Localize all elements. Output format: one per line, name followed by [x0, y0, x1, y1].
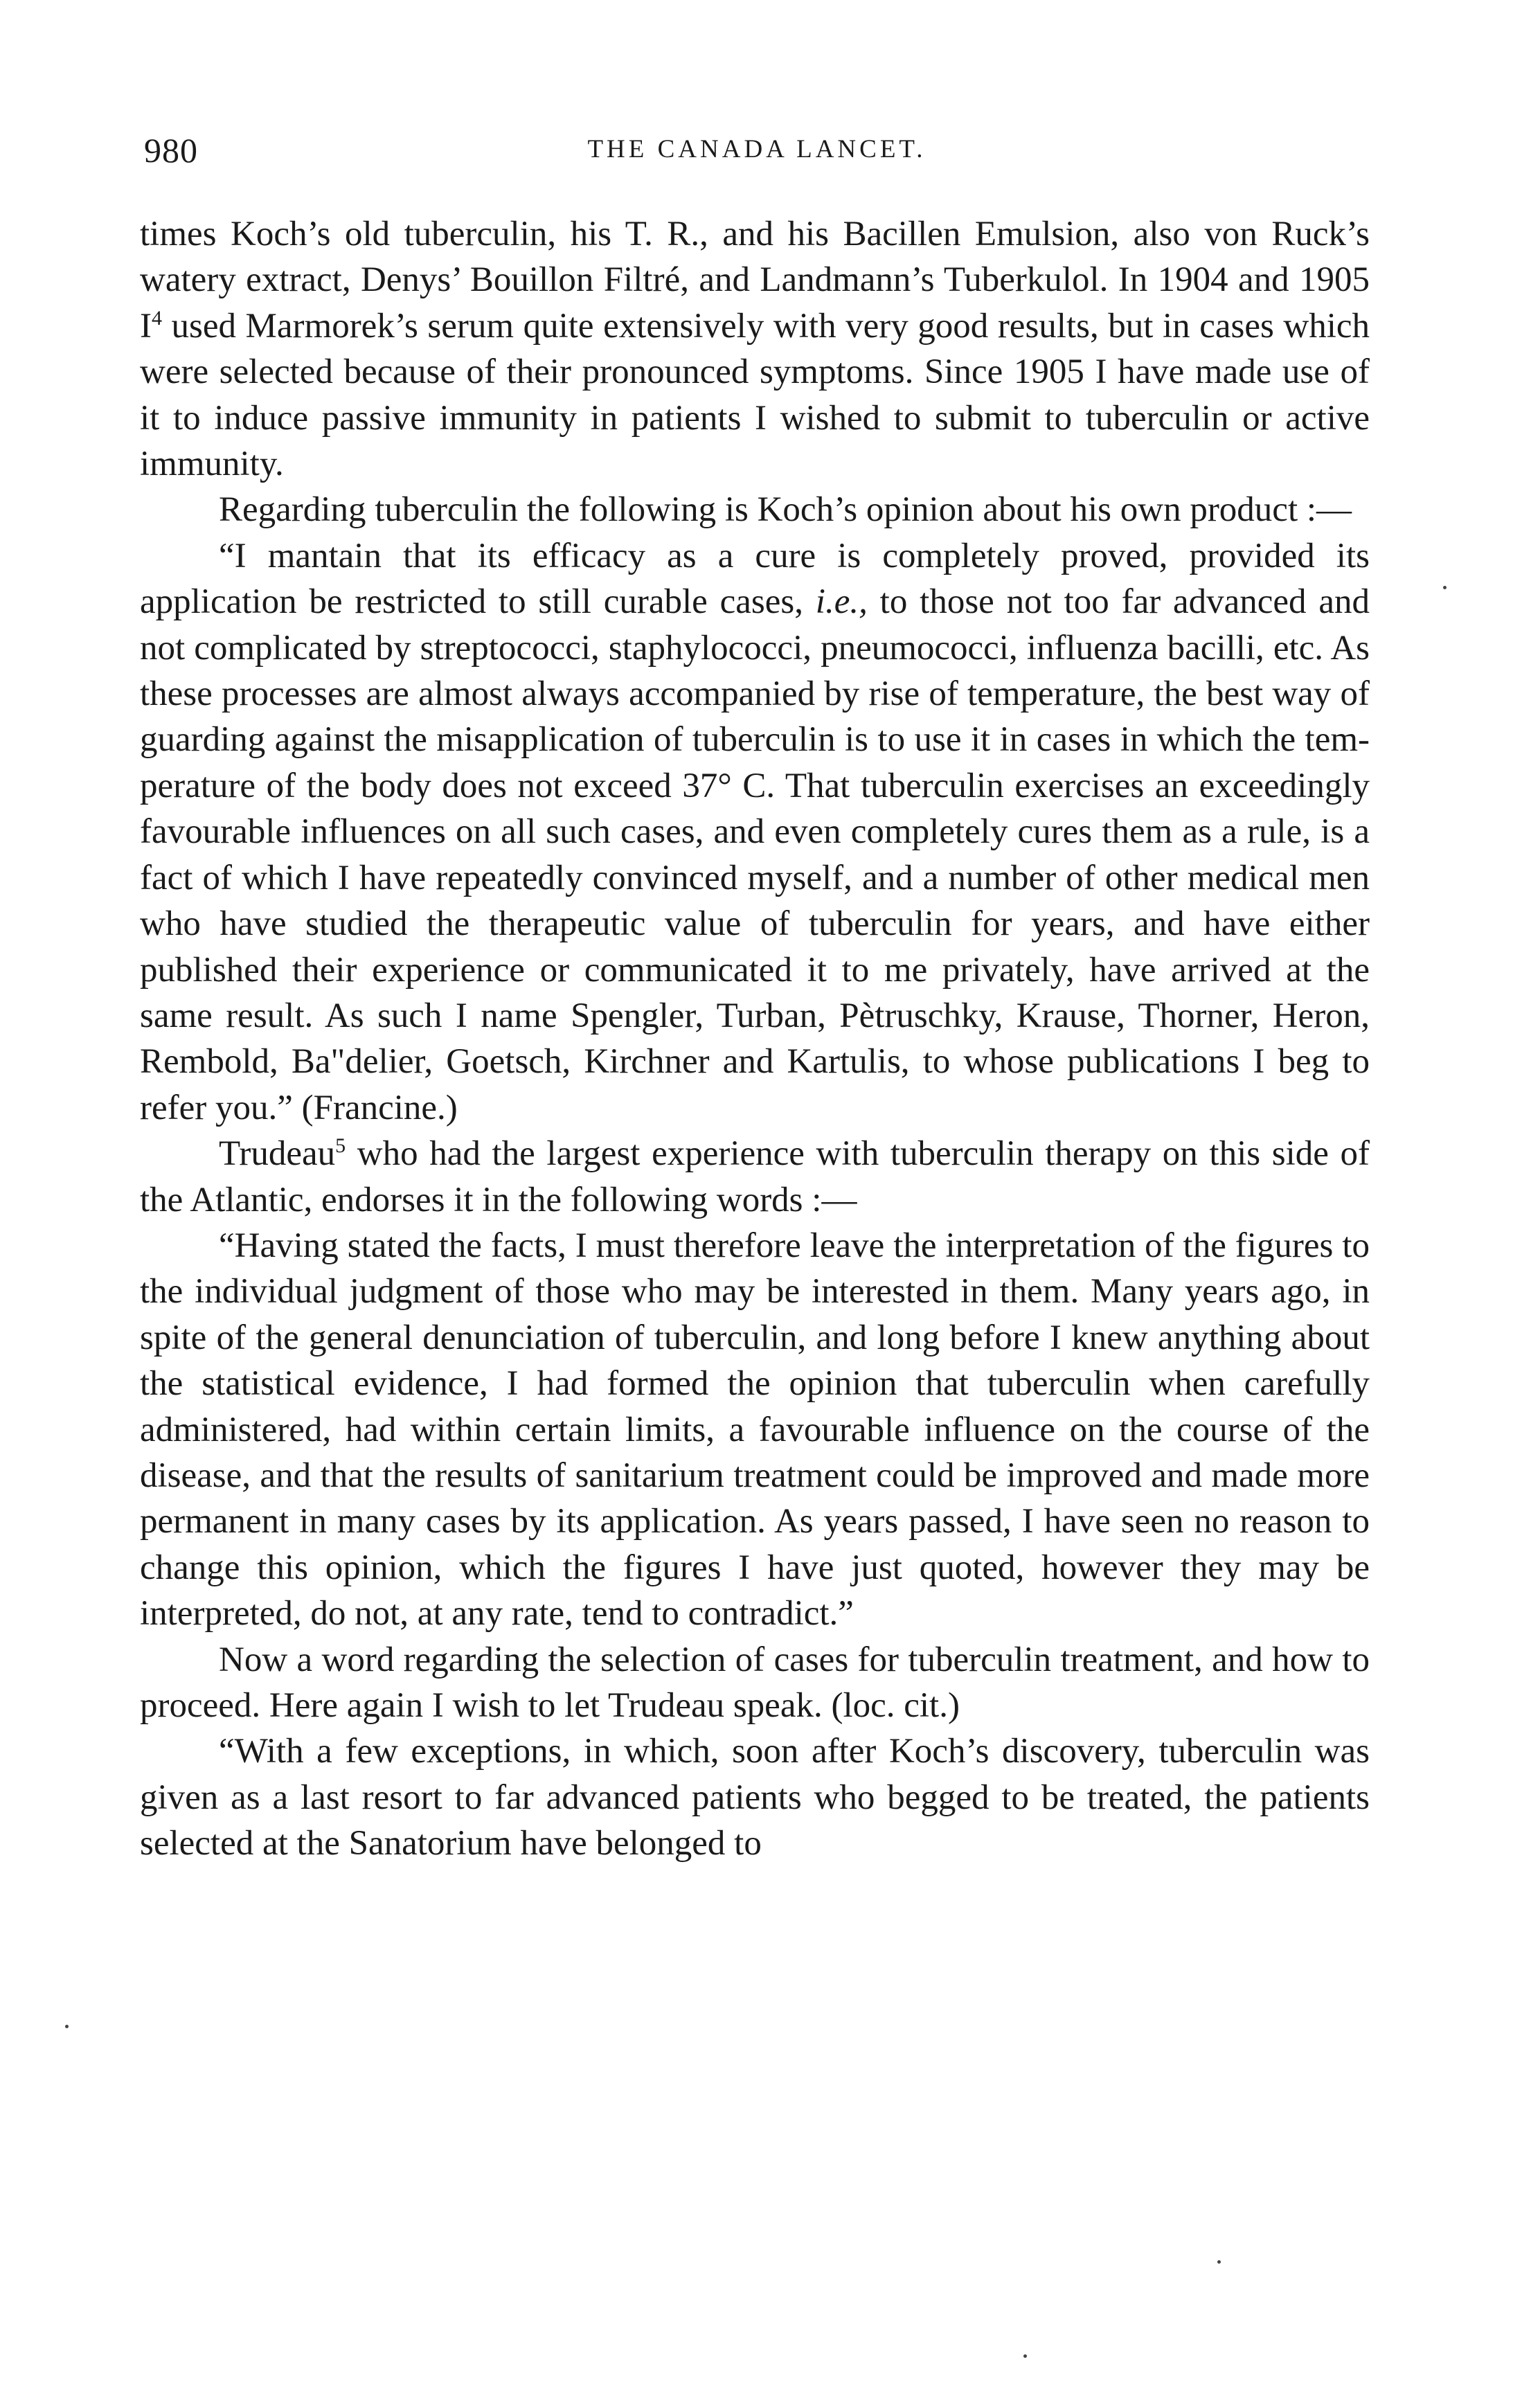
- paragraph-3-koch-quote: [140, 533, 1370, 1131]
- margin-speck: [1443, 586, 1447, 589]
- abbreviation-ie: i.e.,: [815, 582, 868, 622]
- paragraph-1: [140, 211, 1370, 487]
- paragraph-2: Regarding tuberculin the following is Koch’s opinion about his own product :—: [219, 490, 1352, 530]
- page-header: [144, 130, 1370, 179]
- paragraph-4: [140, 1131, 1370, 1223]
- footnote-ref-4: 4: [151, 306, 162, 330]
- page-number: 980: [144, 131, 198, 170]
- paragraph-7: “With a few exceptions, in which, soon after Koch’s discovery, tuberculin was given as a last resort to far advanced patients who begged to be treated, the patients selected at the Sanatorium have belonged to: [140, 1732, 1370, 1863]
- margin-speck: [65, 2025, 69, 2028]
- paragraph-4-text-b: who had the largest experience with tuberculin therapy on this side of the Atlantic, endorses it in the following words :—: [140, 1134, 1370, 1219]
- running-head: THE CANADA LANCET.: [587, 135, 926, 163]
- paragraph-3-text-b: to those not too far advanced and not complicated by streptococci, staphylococci, pneumococci, influenza bacilli, etc. As these processes are almost always accompanied by rise of temperature, the best way of guarding against the misapplication of tuberculin is to use it in cases in which the temperature of the body does not exceed 37° C. That tuberculin exercises an exceedingly favourable influences on all such cases, and even completely cures them as a rule, is a fact of which I have repeatedly convinced myself, and a number of other medical men who have studied the therapeutic value of tuberculin for years, and have either published their experience or communicated it to me privately, have arrived at the same result. As such I name Spengler, Turban, Pètruschky, Krause, Thorner, Heron, Rembold, Ba"delier, Goetsch, Kirchner and Kartulis, to whose publications I beg to refer you.” (Francine.): [140, 582, 1370, 1127]
- paragraph-1-text-b: used Marmorek’s serum quite extensively with very good results, but in cases which were selected because of their pronounced symptoms. Since 1905 I have made use of it to induce passive immunity in patients I wished to submit to tuberculin or active immunity.: [140, 306, 1370, 484]
- margin-speck: [1217, 2260, 1221, 2264]
- paragraph-1-text-a: times Koch’s old tuberculin, his T. R., and his Bacillen Emulsion, also von Ruck’s watery extract, Denys’ Bouillon Filtré, and Landmann’s Tuberkulol. In 1904 and 1905 I: [140, 215, 1370, 346]
- body-text: [140, 211, 1370, 1867]
- paragraph-6: Now a word regarding the selection of cases for tuberculin treatment, and how to proceed. Here again I wish to let Trudeau speak. (loc. cit.): [140, 1640, 1370, 1725]
- footnote-ref-5: 5: [335, 1134, 346, 1158]
- margin-speck: [1023, 2354, 1027, 2358]
- paragraph-3-text-a: “I mantain that its efficacy as a cure is completely proved, provided its application be restricted to still curable cases,: [140, 536, 1370, 622]
- paragraph-5-trudeau-quote: “Having stated the facts, I must therefore leave the interpretation of the figures to the individual judgment of those who may be interested in them. Many years ago, in spite of the general denunciation of tuberculin, and long before I knew anything about the statistical evidence, I had formed the opinion that tuberculin when carefully administered, had within certain limits, a favourable influence on the course of the disease, and that the results of sanitarium treatment could be improved and made more permanent in many cases by its application. As years passed, I have seen no reason to change this opinion, which the figures I have just quoted, however they may be interpreted, do not, at any rate, tend to contradict.”: [140, 1226, 1370, 1634]
- paragraph-4-text-a: Trudeau: [219, 1134, 336, 1174]
